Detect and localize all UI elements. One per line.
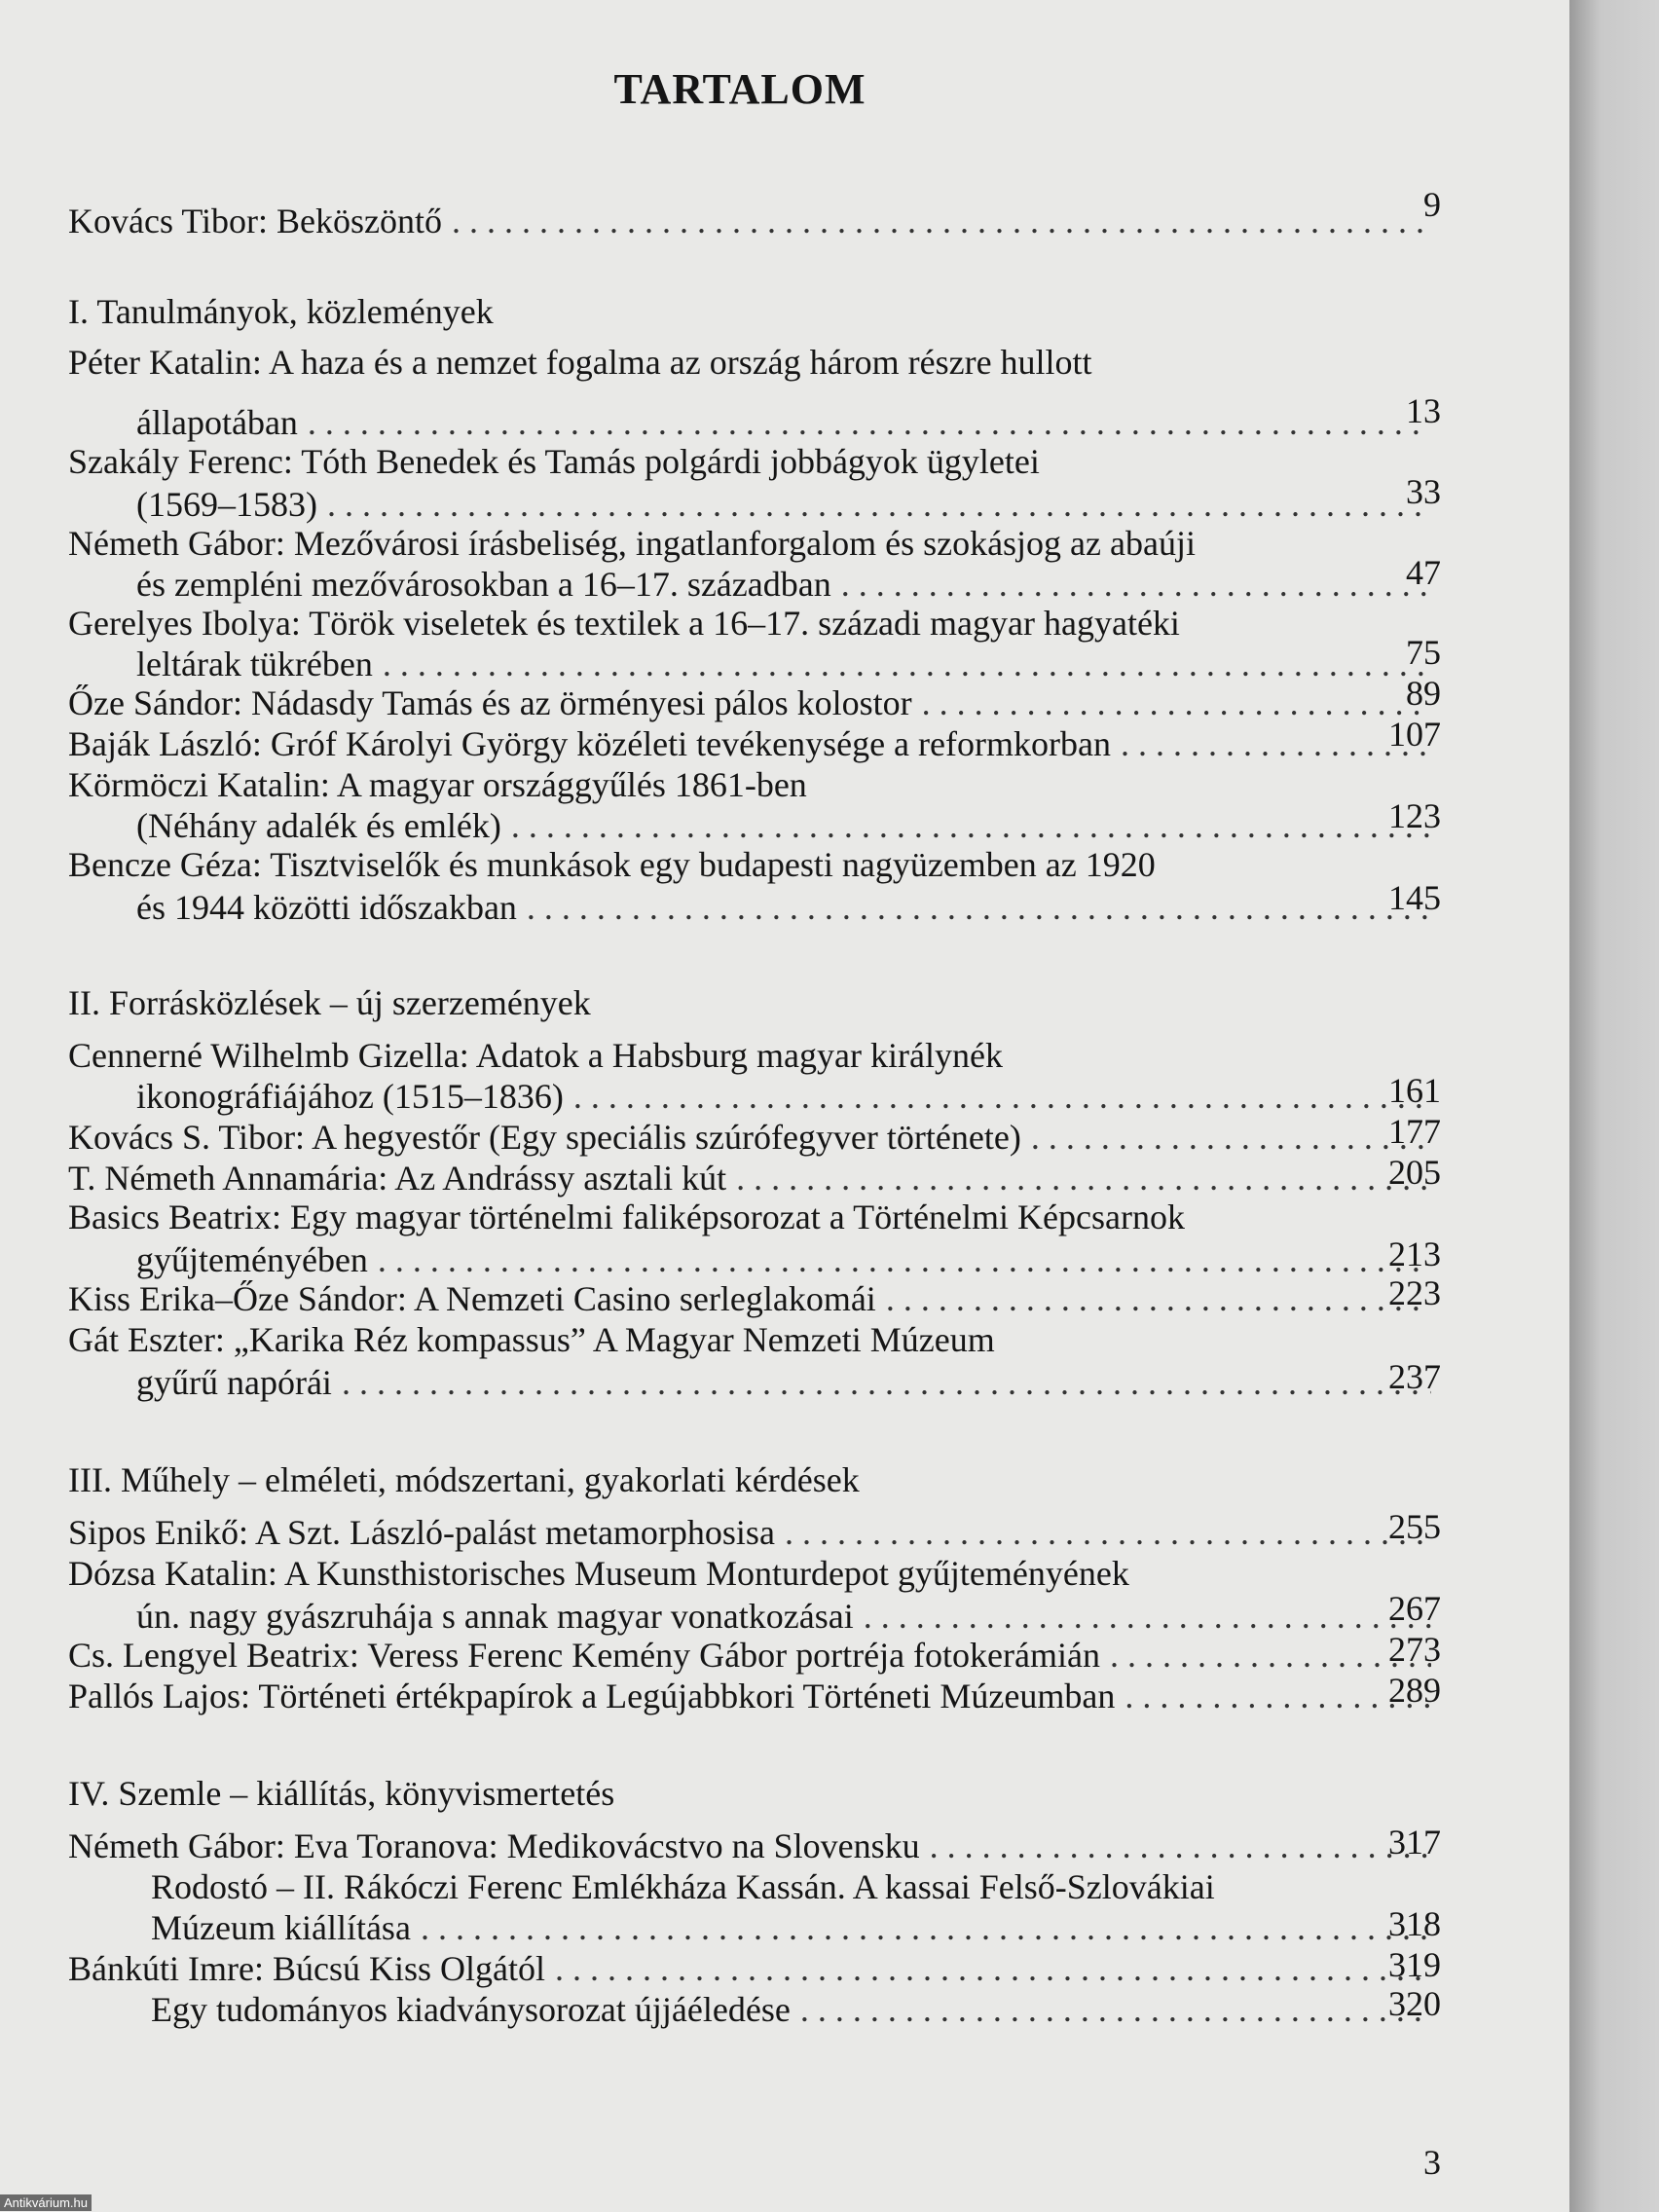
leader-dots	[511, 804, 1431, 847]
section-heading: IV. Szemle – kiállítás, könyvismertetés	[68, 1774, 615, 1813]
toc-entry	[151, 1988, 1431, 2031]
toc-entry	[68, 1947, 1431, 1990]
toc-entry	[136, 643, 1431, 685]
toc-entry	[136, 401, 1431, 444]
toc-page-number: 177	[1388, 1112, 1441, 1151]
toc-page-number: 255	[1388, 1507, 1441, 1546]
leader-dots	[555, 1947, 1431, 1990]
toc-page-number: 237	[1388, 1357, 1441, 1396]
toc-entry-text: Kovács S. Tibor: A hegyestőr (Egy speciális szúrófegyver története)	[68, 1118, 1021, 1157]
toc-page-number: 123	[1388, 796, 1441, 835]
toc-entry	[68, 1157, 1431, 1199]
toc-entry-text: (1569–1583)	[136, 485, 317, 524]
toc-entry	[68, 1116, 1431, 1159]
toc-entry	[68, 1277, 1431, 1320]
leader-dots	[421, 1906, 1431, 1949]
toc-page-number: 205	[1388, 1153, 1441, 1192]
section-heading: II. Forrásközlések – új szerzemények	[68, 983, 591, 1022]
toc-page-number: 317	[1388, 1823, 1441, 1862]
toc-entry-text: Németh Gábor: Eva Toranova: Medikovácstvo na Slovensku	[68, 1826, 920, 1865]
toc-entry-text: Bencze Géza: Tisztviselők és munkások egy budapesti nagyüzemben az 1920	[68, 845, 1156, 884]
toc-entry-text: Cs. Lengyel Beatrix: Veress Ferenc Kemény Gábor portréja fotokerámián	[68, 1636, 1100, 1675]
toc-entry-text: T. Németh Annamária: Az Andrássy asztali kút	[68, 1159, 727, 1198]
toc-page-number: 318	[1388, 1904, 1441, 1943]
toc-entry	[68, 722, 1431, 765]
toc-entry	[68, 1634, 1431, 1677]
toc-entry	[151, 1906, 1431, 1949]
toc-page-number: 75	[1406, 633, 1441, 672]
toc-page-number: 89	[1406, 674, 1441, 713]
leader-dots	[930, 1825, 1431, 1867]
leader-dots	[864, 1595, 1431, 1638]
toc-entry-text: Rodostó – II. Rákóczi Ferenc Emlékháza Kassán. A kassai Felső-Szlovákiai	[151, 1867, 1215, 1906]
toc-page-number: 213	[1388, 1235, 1441, 1273]
toc-entry-text: Kovács Tibor: Beköszöntő	[68, 202, 443, 240]
toc-entry	[68, 1511, 1431, 1554]
toc-entry-text: ún. nagy gyászruhája s annak magyar vonatkozásai	[136, 1597, 854, 1636]
toc-entry-text: Egy tudományos kiadványsorozat újjáéledése	[151, 1990, 791, 2029]
toc-page-number: 9	[1423, 185, 1441, 224]
leader-dots	[378, 1238, 1431, 1281]
toc-page-number: 107	[1388, 715, 1441, 754]
toc-entry	[68, 200, 1431, 242]
leader-dots	[452, 200, 1431, 242]
leader-dots	[841, 563, 1431, 606]
toc-entry-text: és 1944 közötti időszakban	[136, 888, 517, 927]
leader-dots	[342, 1361, 1431, 1404]
toc-entry	[136, 483, 1431, 526]
section-heading: I. Tanulmányok, közlemények	[68, 292, 494, 331]
toc-entry-text: állapotában	[136, 403, 298, 442]
section-heading: III. Műhely – elméleti, módszertani, gyakorlati kérdések	[68, 1460, 860, 1499]
watermark-label: Antikvárium.hu	[0, 2194, 92, 2211]
page-title: TARTALOM	[613, 65, 866, 113]
toc-page-number: 33	[1406, 472, 1441, 511]
toc-entry	[68, 1675, 1431, 1717]
leader-dots	[573, 1075, 1431, 1118]
toc-page-number: 289	[1388, 1671, 1441, 1710]
leader-dots	[886, 1277, 1431, 1320]
toc-entry	[68, 1825, 1431, 1867]
toc-entry-text: Pallós Lajos: Történeti értékpapírok a Legújabbkori Történeti Múzeumban	[68, 1677, 1116, 1715]
toc-entry-text: Gerelyes Ibolya: Török viseletek és textilek a 16–17. századi magyar hagyatéki	[68, 604, 1180, 643]
page-folio-number: 3	[1423, 2143, 1441, 2182]
toc-entry	[136, 1075, 1431, 1118]
toc-entry-text: Péter Katalin: A haza és a nemzet fogalma az ország három részre hullott	[68, 343, 1092, 382]
leader-dots	[785, 1511, 1431, 1554]
toc-entry-text: leltárak tükrében	[136, 645, 373, 683]
toc-entry	[136, 563, 1431, 606]
toc-entry-text: Bánkúti Imre: Búcsú Kiss Olgától	[68, 1949, 545, 1988]
toc-entry-text: gyűrű napórái	[136, 1363, 332, 1402]
toc-entry-text: és zempléni mezővárosokban a 16–17. században	[136, 565, 831, 604]
leader-dots	[800, 1988, 1431, 2031]
toc-entry	[136, 886, 1431, 929]
toc-entry-text: Sipos Enikő: A Szt. László-palást metamorphosisa	[68, 1513, 775, 1552]
leader-dots	[736, 1157, 1431, 1199]
leader-dots	[922, 682, 1431, 724]
leader-dots	[383, 643, 1431, 685]
toc-page-number: 319	[1388, 1945, 1441, 1984]
toc-page-number: 273	[1388, 1630, 1441, 1669]
toc-entry	[136, 1361, 1431, 1404]
toc-entry-text: Kiss Erika–Őze Sándor: A Nemzeti Casino serleglakomái	[68, 1279, 876, 1318]
toc-entry-text: Gát Eszter: „Karika Réz kompassus” A Magyar Nemzeti Múzeum	[68, 1320, 995, 1359]
toc-entry-text: Múzeum kiállítása	[151, 1908, 411, 1947]
leader-dots	[327, 483, 1431, 526]
toc-page-number: 13	[1406, 391, 1441, 430]
toc-entry	[136, 1238, 1431, 1281]
toc-entry-text: (Néhány adalék és emlék)	[136, 806, 501, 845]
toc-page-number: 47	[1406, 553, 1441, 592]
toc-entry-text: Dózsa Katalin: A Kunsthistorisches Museum Monturdepot gyűjteményének	[68, 1554, 1129, 1593]
toc-page-number: 267	[1388, 1589, 1441, 1628]
toc-entry-text: Szakály Ferenc: Tóth Benedek és Tamás polgárdi jobbágyok ügyletei	[68, 442, 1040, 481]
toc-page-number: 145	[1388, 878, 1441, 917]
toc-entry-text: ikonográfiájához (1515–1836)	[136, 1077, 564, 1116]
toc-page-number: 161	[1388, 1071, 1441, 1110]
toc-entry-text: Németh Gábor: Mezővárosi írásbeliség, ingatlanforgalom és szokásjog az abaúji	[68, 524, 1196, 563]
toc-entry-text: Körmöczi Katalin: A magyar országgyűlés 1861-ben	[68, 765, 807, 804]
toc-entry-text: Baják László: Gróf Károlyi György közéleti tevékenysége a reformkorban	[68, 724, 1111, 763]
toc-entry	[68, 682, 1431, 724]
toc-entry-text: Basics Beatrix: Egy magyar történelmi faliképsorozat a Történelmi Képcsarnok	[68, 1198, 1185, 1236]
page-edge-shadow	[1569, 0, 1659, 2212]
toc-entry	[136, 804, 1431, 847]
toc-entry-text: gyűjteményében	[136, 1240, 368, 1279]
toc-entry	[136, 1595, 1431, 1638]
toc-page-number: 223	[1388, 1273, 1441, 1312]
toc-page-number: 320	[1388, 1984, 1441, 2023]
toc-entry-text: Cennerné Wilhelmb Gizella: Adatok a Habsburg magyar királynék	[68, 1036, 1003, 1075]
leader-dots	[527, 886, 1431, 929]
leader-dots	[308, 401, 1431, 444]
toc-entry-text: Őze Sándor: Nádasdy Tamás és az örményesi pálos kolostor	[68, 683, 912, 722]
